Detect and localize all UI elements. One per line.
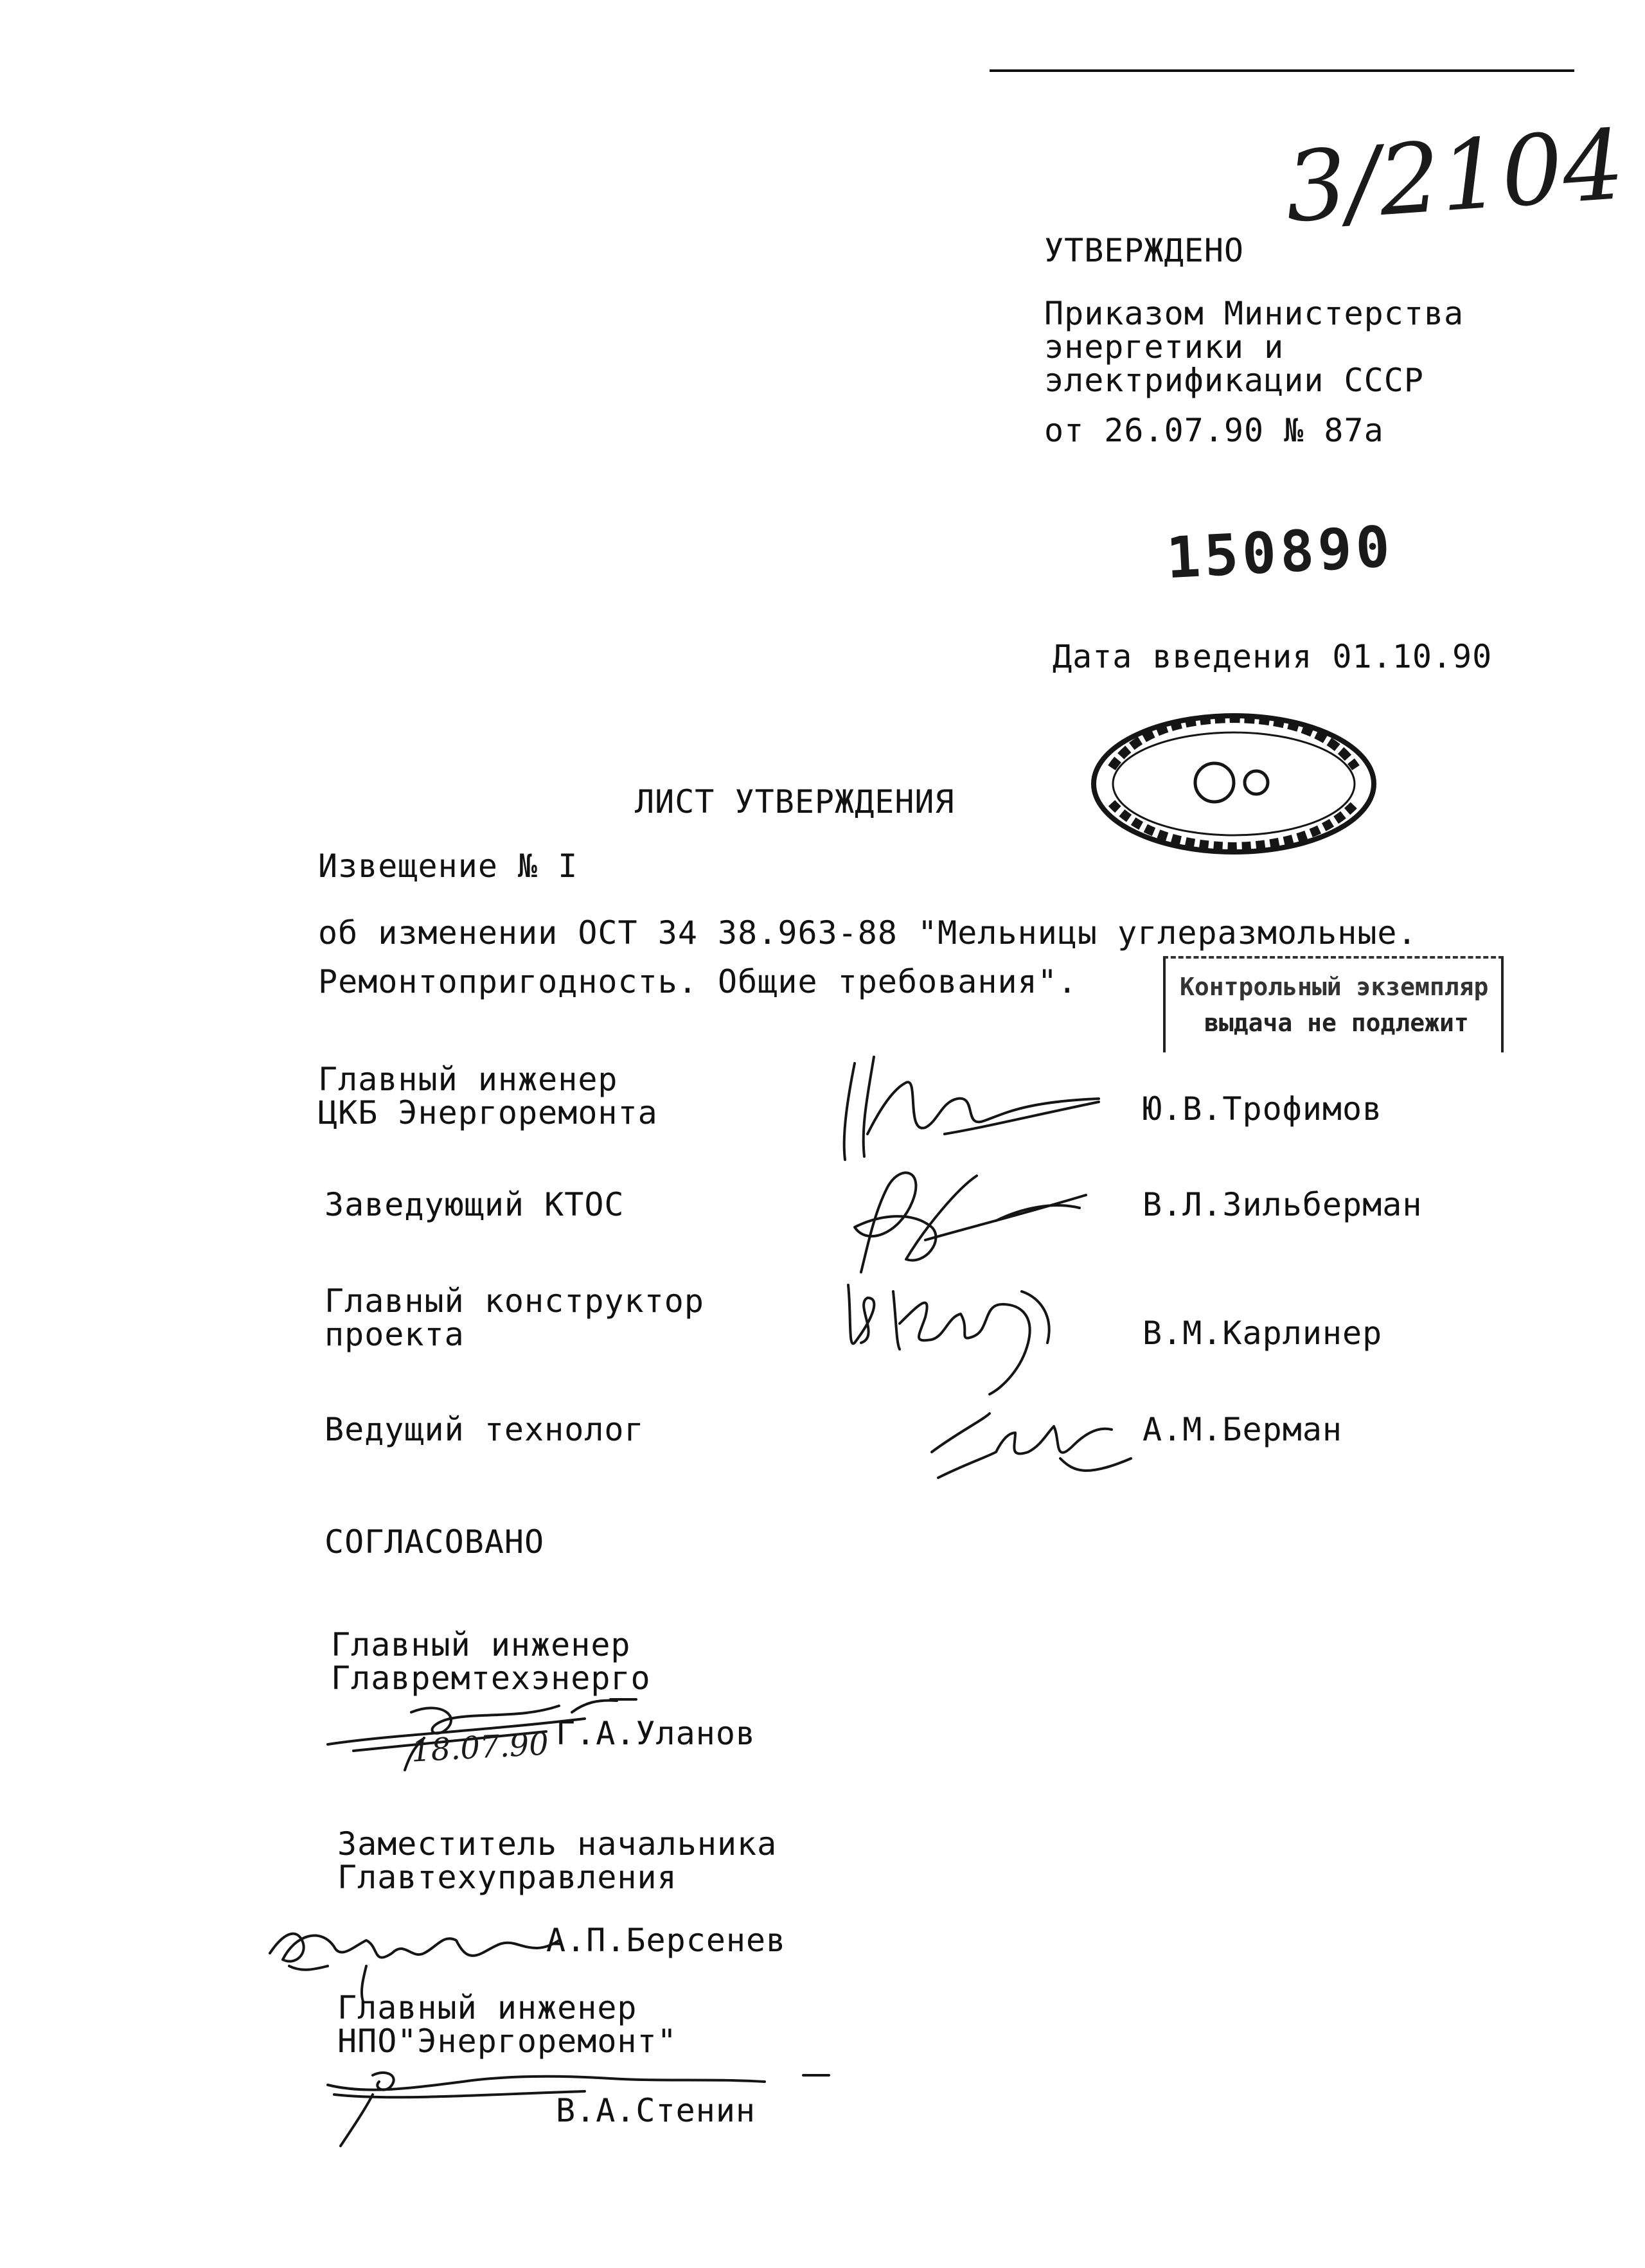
archive-number-handwritten: 3/2104	[1281, 109, 1628, 245]
controlled-copy-stamp	[1163, 956, 1504, 1052]
signatory-4-title-line-1: Ведущий технолог	[325, 1411, 645, 1448]
controlled-copy-stamp-line-2: выдача не подлежит	[1204, 1009, 1469, 1037]
signatory-3-name: В.М.Карлинер	[1143, 1315, 1383, 1352]
introduction-date: Дата введения 01.10.90	[1053, 638, 1493, 675]
round-seal-icon	[1086, 707, 1382, 861]
controlled-copy-stamp-line-1: Контрольный экземпляр	[1180, 973, 1489, 1001]
notice-number: Извещение № I	[318, 847, 578, 885]
registration-number: 150890	[1164, 513, 1396, 592]
signatory-2-title-line-1: Заведующий КТОС	[325, 1186, 625, 1223]
approval-order-line-2: энергетики и	[1044, 328, 1285, 366]
agreed-3-title-line-2: НПО"Энергоремонт"	[337, 2023, 677, 2060]
agreed-3-name: В.А.Стенин	[556, 2092, 756, 2129]
agreed-heading: СОГЛАСОВАНО	[325, 1523, 545, 1561]
agreed-1-title-line-1: Главный инженер	[331, 1626, 631, 1663]
agreed-2-title-line-2: Главтехуправления	[337, 1859, 677, 1896]
agreed-3-title-line-1: Главный инженер	[337, 1989, 637, 2026]
top-rule	[990, 69, 1574, 72]
signature-3-icon	[835, 1266, 1092, 1394]
notice-subject-line-2: Ремонтопригодность. Общие требования".	[318, 963, 1078, 1000]
signatory-3-title-line-2: проекта	[325, 1316, 465, 1353]
signatory-1-title-line-1: Главный инженер	[318, 1061, 618, 1098]
agreed-1-title-line-2: Главремтехэнерго	[331, 1660, 651, 1697]
signatory-3-title-line-1: Главный конструктор	[325, 1282, 704, 1320]
approval-order-line-1: Приказом Министерства	[1044, 295, 1464, 332]
signatory-4-name: А.М.Берман	[1143, 1411, 1343, 1448]
signatory-1-title-line-2: ЦКБ Энергоремонта	[318, 1094, 658, 1131]
approval-order-line-4: от 26.07.90 № 87а	[1044, 412, 1384, 449]
notice-subject-line-1: об изменении ОСТ 34 38.963-88 "Мельницы углеразмольные.	[318, 914, 1418, 952]
signature-2-icon	[829, 1150, 1099, 1279]
approval-order-line-3: электрификации СССР	[1044, 362, 1424, 399]
signature-4-icon	[919, 1388, 1137, 1491]
signatory-1-name: Ю.В.Трофимов	[1143, 1090, 1383, 1128]
agreed-2-title-line-1: Заместитель начальника	[337, 1825, 778, 1863]
approved-heading: УТВЕРЖДЕНО	[1044, 232, 1245, 269]
agreed-1-name: Г.А.Уланов	[556, 1715, 756, 1752]
agreed-2-name: А.П.Берсенев	[546, 1922, 787, 1959]
signatory-2-name: В.Л.Зильберман	[1143, 1186, 1423, 1223]
agreed-1-handwritten-date: 18.07.90	[410, 1726, 550, 1769]
page-title: ЛИСТ УТВЕРЖДЕНИЯ	[635, 783, 955, 820]
